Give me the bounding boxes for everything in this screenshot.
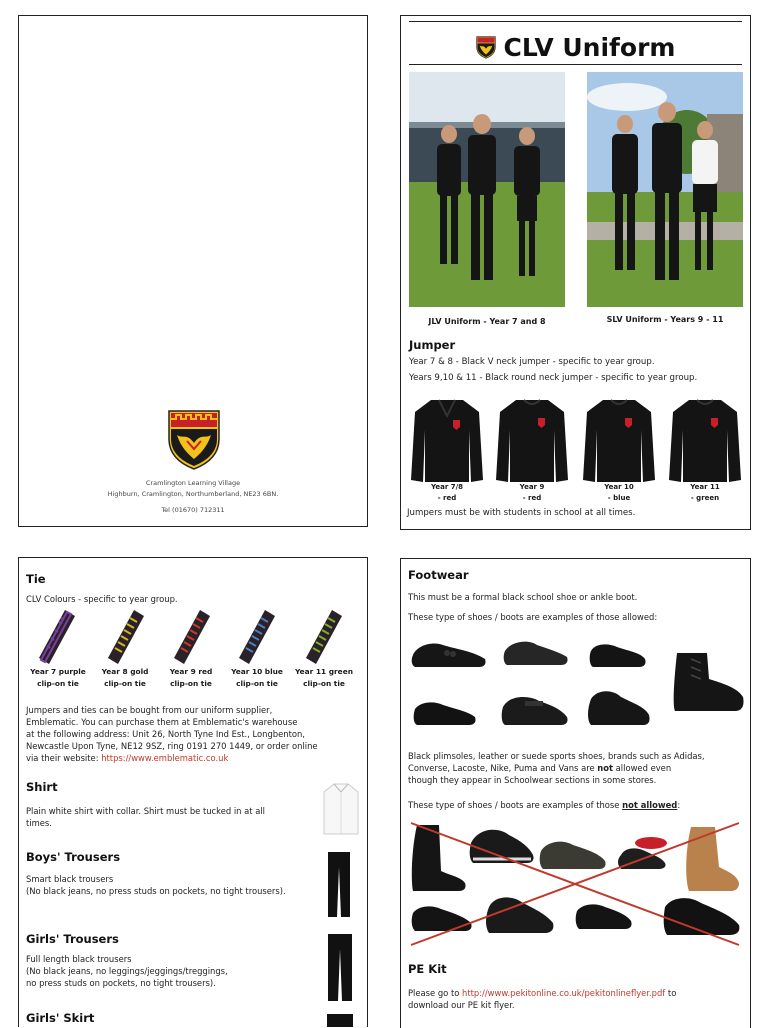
tie-subtitle: CLV Colours - specific to year group.	[26, 594, 178, 604]
website-prefix: via their website:	[26, 753, 102, 763]
page-cover	[18, 15, 368, 527]
pe-kit-line	[408, 987, 676, 999]
girls-trousers-heading: Girls' Trousers	[26, 932, 119, 946]
page-footwear-pe	[400, 558, 751, 1028]
allowed-shoe-tassel-image	[409, 637, 489, 671]
girls-trousers-line: Full length black trousers	[26, 954, 132, 964]
not-allowed-line: though they appear in Schoolwear sections in some stores.	[408, 775, 657, 785]
jumper-colour: - blue	[607, 494, 631, 502]
tie-year: Year 9 red	[169, 667, 213, 676]
jumper-heading: Jumper	[409, 338, 456, 352]
tie-type: clip-on tie	[104, 679, 146, 688]
tie-type: clip-on tie	[170, 679, 212, 688]
pe-kit-link[interactable]: http://www.pekitonline.co.uk/pekitonlineflyer.pdf	[462, 988, 666, 998]
not-allowed-intro-suffix: :	[677, 800, 681, 810]
tie-year: Year 10 blue	[231, 667, 283, 676]
jumper-colour: - green	[690, 494, 720, 502]
girls-trousers-line: no press studs on pockets, no tight trousers).	[26, 978, 216, 988]
tie-type: clip-on tie	[37, 679, 79, 688]
top-rule	[409, 21, 742, 22]
boys-trousers-line: Smart black trousers	[26, 874, 114, 884]
boys-trousers-heading: Boys' Trousers	[26, 850, 121, 864]
allowed-even-text: allowed even	[613, 763, 672, 773]
school-crest-icon	[167, 409, 221, 471]
brands-text: Converse, Lacoste, Nike, Puma and Vans are	[408, 763, 598, 773]
slv-caption: SLV Uniform - Years 9 - 11	[606, 315, 724, 324]
tie-label	[159, 666, 223, 690]
tie-year: Year 8 gold	[101, 667, 149, 676]
not-allowed-shoes-image	[409, 821, 749, 951]
jumper-blue-image	[583, 396, 655, 484]
not-allowed-text	[408, 750, 705, 786]
school-phone: Tel (01670) 712311	[161, 506, 225, 514]
tie-type: clip-on tie	[236, 679, 278, 688]
boys-trousers-image	[327, 851, 351, 919]
not-allowed-intro	[408, 799, 680, 811]
website-line	[26, 752, 318, 764]
boys-trousers-text	[26, 873, 286, 897]
slv-uniform-photo	[587, 72, 743, 307]
school-crest-icon	[476, 36, 496, 59]
tie-gold-image	[106, 608, 146, 666]
jumper-colour: - red	[522, 494, 542, 502]
tie-label	[225, 666, 289, 690]
jlv-caption: JLV Uniform - Year 7 and 8	[428, 317, 546, 326]
not-allowed-line: Black plimsoles, leather or suede sports shoes, brands such as Adidas,	[408, 751, 705, 761]
girls-trousers-text	[26, 953, 228, 989]
tie-purple-image	[37, 608, 77, 666]
emblematic-link[interactable]: https://www.emblematic.co.uk	[101, 753, 229, 763]
jumper-year: Year 11	[690, 483, 720, 491]
tie-label	[292, 666, 356, 690]
allowed-shoe-velcro-image	[411, 697, 479, 727]
jlv-uniform-photo	[409, 72, 565, 307]
shirt-heading: Shirt	[26, 780, 58, 794]
tie-blue-image	[237, 608, 277, 666]
jumper-note: Jumpers must be with students in school at all times.	[407, 508, 636, 518]
not-allowed-line	[408, 762, 705, 774]
jumper-year: Year 10	[604, 483, 634, 491]
tie-type: clip-on tie	[303, 679, 345, 688]
jumper-red-vneck-image	[411, 396, 483, 484]
jumper-green-image	[669, 396, 741, 484]
jumper-label	[583, 482, 655, 504]
page-tie-shirt-trousers	[18, 557, 368, 1027]
allowed-intro: These type of shoes / boots are examples of those allowed:	[408, 612, 658, 622]
tie-heading: Tie	[26, 572, 46, 586]
tie-green-image	[304, 608, 344, 666]
tie-red-image	[172, 608, 212, 666]
title-row	[401, 30, 750, 64]
shirt-line: times.	[26, 818, 52, 828]
shirt-text	[26, 805, 265, 829]
white-shirt-image	[322, 782, 360, 836]
girls-trousers-line: (No black jeans, no leggings/jeggings/treggings,	[26, 966, 228, 976]
girls-skirt-heading: Girls' Skirt	[26, 1011, 95, 1025]
pe-kit-heading: PE Kit	[408, 962, 447, 976]
allowed-shoe-lace-image	[501, 635, 571, 669]
jumper-red-image	[496, 396, 568, 484]
footwear-line-1: This must be a formal black school shoe or ankle boot.	[408, 592, 638, 602]
jumper-label	[669, 482, 741, 504]
allowed-shoe-slipon-image	[587, 637, 649, 669]
jumper-year: Year 9	[519, 483, 545, 491]
title-rule	[409, 64, 742, 65]
not-allowed-intro-prefix: These type of shoes / boots are examples of those	[408, 800, 623, 810]
jumper-label	[411, 482, 483, 504]
purchase-line: Newcastle Upon Tyne, NE12 9SZ, ring 0191 270 1449, or order online	[26, 741, 318, 751]
jumper-colour: - red	[437, 494, 457, 502]
purchase-line: Jumpers and ties can be bought from our uniform supplier,	[26, 705, 273, 715]
school-name: Cramlington Learning Village	[145, 479, 241, 487]
school-address: Highburn, Cramlington, Northumberland, NE23 6BN.	[107, 490, 279, 498]
tie-year: Year 11 green	[295, 667, 353, 676]
pe-kit-text	[408, 987, 676, 1011]
not-emphasis: not	[597, 763, 614, 773]
girls-trousers-image	[327, 933, 353, 1003]
allowed-shoe-strap-image	[499, 691, 571, 729]
shirt-line: Plain white shirt with collar. Shirt must be tucked in at all	[26, 806, 266, 816]
purchase-line: at the following address: Unit 26, North Tyne Ind Est., Longbenton,	[26, 729, 305, 739]
jumper-line-1: Year 7 & 8 - Black V neck jumper - specific to year group.	[409, 357, 655, 367]
tie-label	[93, 666, 157, 690]
page-title: CLV Uniform	[503, 32, 676, 62]
pe-kit-prefix: Please go to	[408, 988, 463, 998]
girls-skirt-image	[325, 1014, 355, 1027]
tie-year: Year 7 purple	[30, 667, 86, 676]
tie-label	[26, 666, 90, 690]
jumper-line-2: Years 9,10 & 11 - Black round neck jumper - specific to year group.	[409, 373, 698, 383]
boys-trousers-line: (No black jeans, no press studs on pockets, no tight trousers).	[26, 886, 286, 896]
footwear-heading: Footwear	[408, 568, 469, 582]
allowed-ankle-boot-image	[671, 649, 747, 713]
pe-kit-line: download our PE kit flyer.	[408, 1000, 515, 1010]
purchase-line: Emblematic. You can purchase them at Emblematic's warehouse	[26, 717, 298, 727]
jumper-year: Year 7/8	[430, 483, 464, 491]
pe-kit-suffix: to	[665, 988, 677, 998]
allowed-shoe-chunky-image	[585, 687, 653, 727]
jumper-label	[496, 482, 568, 504]
page-uniform-overview	[400, 15, 751, 530]
purchase-info	[26, 704, 318, 764]
not-allowed-emphasis: not allowed	[622, 800, 678, 810]
